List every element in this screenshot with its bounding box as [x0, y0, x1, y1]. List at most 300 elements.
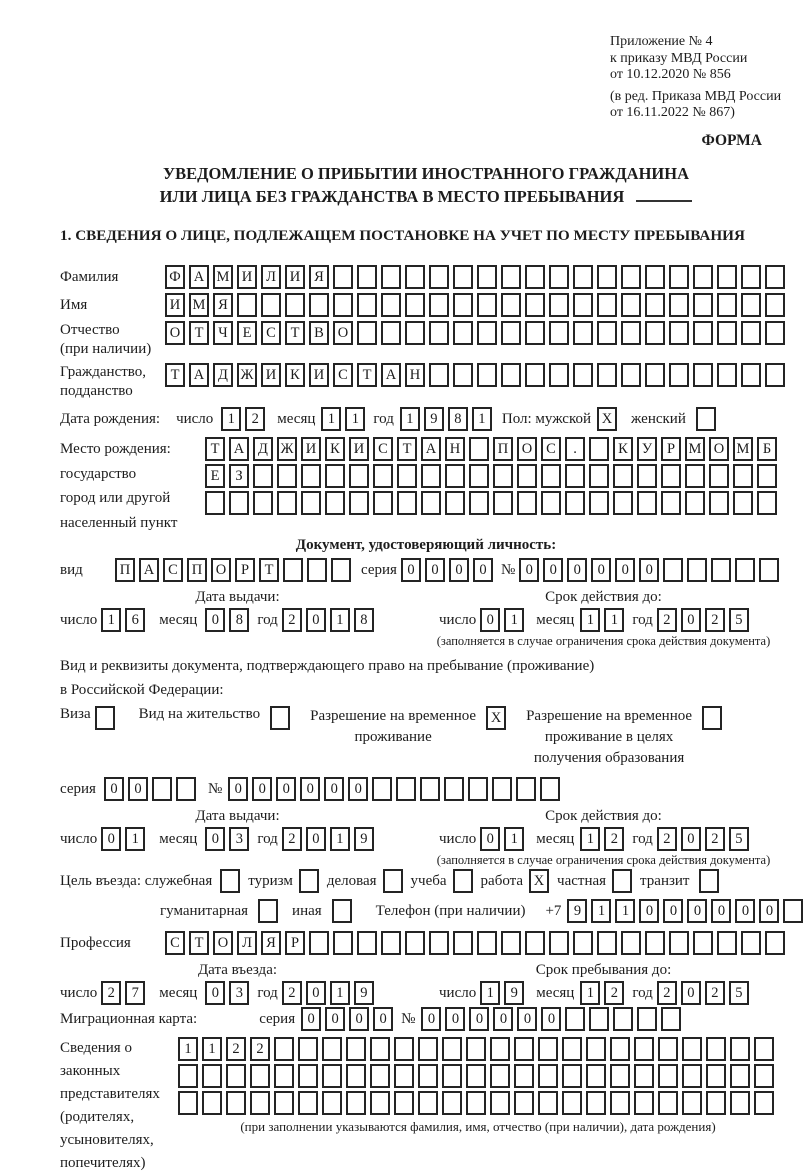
char-cell[interactable]: [645, 321, 665, 345]
char-cell[interactable]: [706, 1037, 726, 1061]
char-cell[interactable]: [405, 293, 425, 317]
purpose-transit-checkbox[interactable]: [699, 869, 719, 893]
char-cell[interactable]: С: [333, 363, 353, 387]
char-cell[interactable]: [274, 1037, 294, 1061]
char-cell[interactable]: И: [349, 437, 369, 461]
char-cell[interactable]: М: [213, 265, 233, 289]
char-cell[interactable]: [621, 265, 641, 289]
char-cell[interactable]: [322, 1037, 342, 1061]
char-cell[interactable]: [229, 491, 249, 515]
char-cell[interactable]: 0: [373, 1007, 393, 1031]
char-cell[interactable]: [325, 464, 345, 488]
char-cell[interactable]: [277, 491, 297, 515]
char-cell[interactable]: [261, 293, 281, 317]
char-cell[interactable]: [331, 558, 351, 582]
temp-residence-checkbox[interactable]: X: [486, 706, 506, 730]
char-cell[interactable]: З: [229, 464, 249, 488]
char-cell[interactable]: [429, 265, 449, 289]
char-cell[interactable]: [468, 777, 488, 801]
char-cell[interactable]: В: [309, 321, 329, 345]
char-cell[interactable]: [613, 491, 633, 515]
char-cell[interactable]: 0: [101, 827, 121, 851]
char-cell[interactable]: [565, 491, 585, 515]
char-cell[interactable]: [322, 1091, 342, 1115]
char-cell[interactable]: [370, 1037, 390, 1061]
char-cell[interactable]: [253, 491, 273, 515]
char-cell[interactable]: 0: [615, 558, 635, 582]
char-cell[interactable]: .: [565, 437, 585, 461]
char-cell[interactable]: [274, 1091, 294, 1115]
char-cell[interactable]: [418, 1064, 438, 1088]
char-cell[interactable]: [490, 1091, 510, 1115]
char-cell[interactable]: 1: [221, 407, 241, 431]
char-cell[interactable]: [711, 558, 731, 582]
char-cell[interactable]: [682, 1037, 702, 1061]
char-cell[interactable]: 2: [604, 981, 624, 1005]
char-cell[interactable]: [453, 293, 473, 317]
char-cell[interactable]: 0: [473, 558, 493, 582]
char-cell[interactable]: 2: [705, 981, 725, 1005]
char-cell[interactable]: [514, 1091, 534, 1115]
char-cell[interactable]: 0: [541, 1007, 561, 1031]
char-cell[interactable]: [597, 931, 617, 955]
char-cell[interactable]: [466, 1037, 486, 1061]
char-cell[interactable]: [444, 777, 464, 801]
char-cell[interactable]: 0: [517, 1007, 537, 1031]
char-cell[interactable]: И: [261, 363, 281, 387]
char-cell[interactable]: 0: [449, 558, 469, 582]
char-cell[interactable]: 0: [543, 558, 563, 582]
char-cell[interactable]: К: [325, 437, 345, 461]
char-cell[interactable]: О: [211, 558, 231, 582]
char-cell[interactable]: [501, 293, 521, 317]
char-cell[interactable]: 2: [282, 608, 302, 632]
char-cell[interactable]: [250, 1064, 270, 1088]
char-cell[interactable]: 6: [125, 608, 145, 632]
char-cell[interactable]: [442, 1064, 462, 1088]
char-cell[interactable]: [589, 1007, 609, 1031]
char-cell[interactable]: 3: [229, 981, 249, 1005]
char-cell[interactable]: [298, 1091, 318, 1115]
char-cell[interactable]: П: [493, 437, 513, 461]
char-cell[interactable]: [621, 321, 641, 345]
char-cell[interactable]: [490, 1037, 510, 1061]
char-cell[interactable]: [658, 1091, 678, 1115]
purpose-other-checkbox[interactable]: [332, 899, 352, 923]
char-cell[interactable]: [394, 1064, 414, 1088]
char-cell[interactable]: [501, 265, 521, 289]
char-cell[interactable]: 0: [205, 827, 225, 851]
char-cell[interactable]: [152, 777, 172, 801]
char-cell[interactable]: [634, 1091, 654, 1115]
char-cell[interactable]: [469, 437, 489, 461]
char-cell[interactable]: 9: [424, 407, 444, 431]
char-cell[interactable]: [202, 1091, 222, 1115]
char-cell[interactable]: [477, 321, 497, 345]
char-cell[interactable]: [469, 464, 489, 488]
char-cell[interactable]: 8: [354, 608, 374, 632]
char-cell[interactable]: [373, 491, 393, 515]
char-cell[interactable]: 0: [306, 827, 326, 851]
char-cell[interactable]: А: [139, 558, 159, 582]
char-cell[interactable]: [765, 363, 785, 387]
char-cell[interactable]: М: [733, 437, 753, 461]
char-cell[interactable]: [645, 363, 665, 387]
char-cell[interactable]: [735, 558, 755, 582]
char-cell[interactable]: [658, 1037, 678, 1061]
char-cell[interactable]: 1: [580, 827, 600, 851]
residence-permit-checkbox[interactable]: [270, 706, 290, 730]
char-cell[interactable]: [730, 1037, 750, 1061]
char-cell[interactable]: [687, 558, 707, 582]
char-cell[interactable]: [637, 464, 657, 488]
char-cell[interactable]: 0: [639, 558, 659, 582]
char-cell[interactable]: [514, 1037, 534, 1061]
char-cell[interactable]: Р: [235, 558, 255, 582]
char-cell[interactable]: 0: [205, 608, 225, 632]
char-cell[interactable]: [586, 1091, 606, 1115]
char-cell[interactable]: [597, 265, 617, 289]
char-cell[interactable]: [682, 1064, 702, 1088]
char-cell[interactable]: [637, 491, 657, 515]
char-cell[interactable]: [637, 1007, 657, 1031]
char-cell[interactable]: [442, 1037, 462, 1061]
char-cell[interactable]: Л: [237, 931, 257, 955]
char-cell[interactable]: [562, 1037, 582, 1061]
char-cell[interactable]: 8: [229, 608, 249, 632]
char-cell[interactable]: [562, 1091, 582, 1115]
char-cell[interactable]: [669, 265, 689, 289]
char-cell[interactable]: [634, 1064, 654, 1088]
char-cell[interactable]: 9: [567, 899, 587, 923]
char-cell[interactable]: [669, 363, 689, 387]
char-cell[interactable]: [453, 363, 473, 387]
char-cell[interactable]: 1: [330, 981, 350, 1005]
char-cell[interactable]: [301, 491, 321, 515]
char-cell[interactable]: [394, 1037, 414, 1061]
char-cell[interactable]: Р: [661, 437, 681, 461]
char-cell[interactable]: И: [309, 363, 329, 387]
char-cell[interactable]: [765, 265, 785, 289]
char-cell[interactable]: [669, 931, 689, 955]
char-cell[interactable]: Ф: [165, 265, 185, 289]
char-cell[interactable]: [682, 1091, 702, 1115]
char-cell[interactable]: 1: [321, 407, 341, 431]
char-cell[interactable]: [372, 777, 392, 801]
char-cell[interactable]: И: [285, 265, 305, 289]
char-cell[interactable]: 0: [104, 777, 124, 801]
char-cell[interactable]: 2: [705, 608, 725, 632]
char-cell[interactable]: 0: [205, 981, 225, 1005]
char-cell[interactable]: [610, 1064, 630, 1088]
purpose-private-checkbox[interactable]: [612, 869, 632, 893]
char-cell[interactable]: 5: [729, 981, 749, 1005]
char-cell[interactable]: [525, 293, 545, 317]
char-cell[interactable]: Т: [165, 363, 185, 387]
char-cell[interactable]: [645, 265, 665, 289]
char-cell[interactable]: И: [301, 437, 321, 461]
char-cell[interactable]: 0: [759, 899, 779, 923]
char-cell[interactable]: 0: [300, 777, 320, 801]
char-cell[interactable]: [396, 777, 416, 801]
char-cell[interactable]: [549, 931, 569, 955]
char-cell[interactable]: А: [189, 265, 209, 289]
char-cell[interactable]: [541, 491, 561, 515]
char-cell[interactable]: 1: [472, 407, 492, 431]
char-cell[interactable]: [549, 363, 569, 387]
char-cell[interactable]: [709, 464, 729, 488]
char-cell[interactable]: [709, 491, 729, 515]
char-cell[interactable]: 2: [282, 827, 302, 851]
char-cell[interactable]: 2: [657, 608, 677, 632]
char-cell[interactable]: [283, 558, 303, 582]
char-cell[interactable]: [469, 491, 489, 515]
char-cell[interactable]: О: [333, 321, 353, 345]
char-cell[interactable]: [693, 265, 713, 289]
purpose-tourism-checkbox[interactable]: [299, 869, 319, 893]
char-cell[interactable]: О: [213, 931, 233, 955]
char-cell[interactable]: 0: [228, 777, 248, 801]
char-cell[interactable]: Я: [213, 293, 233, 317]
sex-male-checkbox[interactable]: X: [597, 407, 617, 431]
char-cell[interactable]: [517, 491, 537, 515]
char-cell[interactable]: [381, 265, 401, 289]
char-cell[interactable]: С: [373, 437, 393, 461]
char-cell[interactable]: [226, 1064, 246, 1088]
char-cell[interactable]: [445, 491, 465, 515]
char-cell[interactable]: [621, 931, 641, 955]
char-cell[interactable]: [370, 1091, 390, 1115]
char-cell[interactable]: [442, 1091, 462, 1115]
char-cell[interactable]: [573, 321, 593, 345]
char-cell[interactable]: 1: [178, 1037, 198, 1061]
char-cell[interactable]: 0: [469, 1007, 489, 1031]
char-cell[interactable]: [562, 1064, 582, 1088]
char-cell[interactable]: Н: [445, 437, 465, 461]
char-cell[interactable]: [309, 931, 329, 955]
char-cell[interactable]: [717, 931, 737, 955]
char-cell[interactable]: [274, 1064, 294, 1088]
char-cell[interactable]: 0: [639, 899, 659, 923]
char-cell[interactable]: Т: [259, 558, 279, 582]
char-cell[interactable]: [466, 1064, 486, 1088]
char-cell[interactable]: [237, 293, 257, 317]
char-cell[interactable]: 1: [580, 981, 600, 1005]
char-cell[interactable]: О: [517, 437, 537, 461]
char-cell[interactable]: 1: [604, 608, 624, 632]
char-cell[interactable]: [706, 1091, 726, 1115]
char-cell[interactable]: 0: [735, 899, 755, 923]
char-cell[interactable]: [573, 265, 593, 289]
char-cell[interactable]: [589, 464, 609, 488]
char-cell[interactable]: 0: [301, 1007, 321, 1031]
char-cell[interactable]: 1: [400, 407, 420, 431]
char-cell[interactable]: 0: [425, 558, 445, 582]
char-cell[interactable]: [333, 931, 353, 955]
char-cell[interactable]: К: [285, 363, 305, 387]
char-cell[interactable]: [493, 491, 513, 515]
char-cell[interactable]: 0: [276, 777, 296, 801]
char-cell[interactable]: [589, 437, 609, 461]
char-cell[interactable]: [429, 931, 449, 955]
char-cell[interactable]: [685, 491, 705, 515]
char-cell[interactable]: Т: [205, 437, 225, 461]
char-cell[interactable]: 0: [306, 608, 326, 632]
char-cell[interactable]: [754, 1064, 774, 1088]
char-cell[interactable]: [357, 293, 377, 317]
char-cell[interactable]: [663, 558, 683, 582]
char-cell[interactable]: 2: [226, 1037, 246, 1061]
char-cell[interactable]: [477, 293, 497, 317]
char-cell[interactable]: 8: [448, 407, 468, 431]
char-cell[interactable]: [597, 363, 617, 387]
char-cell[interactable]: [730, 1064, 750, 1088]
char-cell[interactable]: [538, 1064, 558, 1088]
char-cell[interactable]: [421, 491, 441, 515]
char-cell[interactable]: [301, 464, 321, 488]
char-cell[interactable]: [490, 1064, 510, 1088]
char-cell[interactable]: П: [187, 558, 207, 582]
char-cell[interactable]: 1: [504, 608, 524, 632]
char-cell[interactable]: Я: [309, 265, 329, 289]
purpose-official-checkbox[interactable]: [220, 869, 240, 893]
char-cell[interactable]: [538, 1037, 558, 1061]
char-cell[interactable]: [741, 363, 761, 387]
char-cell[interactable]: 2: [101, 981, 121, 1005]
char-cell[interactable]: [717, 293, 737, 317]
char-cell[interactable]: [397, 491, 417, 515]
char-cell[interactable]: [661, 491, 681, 515]
char-cell[interactable]: [717, 321, 737, 345]
char-cell[interactable]: 2: [250, 1037, 270, 1061]
char-cell[interactable]: [565, 464, 585, 488]
char-cell[interactable]: [765, 293, 785, 317]
char-cell[interactable]: [516, 777, 536, 801]
char-cell[interactable]: [307, 558, 327, 582]
char-cell[interactable]: [493, 464, 513, 488]
char-cell[interactable]: [333, 293, 353, 317]
char-cell[interactable]: [421, 464, 441, 488]
char-cell[interactable]: [381, 293, 401, 317]
char-cell[interactable]: 1: [591, 899, 611, 923]
char-cell[interactable]: [573, 931, 593, 955]
char-cell[interactable]: [741, 293, 761, 317]
char-cell[interactable]: [429, 293, 449, 317]
char-cell[interactable]: [733, 491, 753, 515]
char-cell[interactable]: Е: [237, 321, 257, 345]
char-cell[interactable]: [669, 293, 689, 317]
char-cell[interactable]: 1: [480, 981, 500, 1005]
char-cell[interactable]: [202, 1064, 222, 1088]
char-cell[interactable]: А: [189, 363, 209, 387]
char-cell[interactable]: [573, 363, 593, 387]
char-cell[interactable]: 2: [282, 981, 302, 1005]
char-cell[interactable]: [658, 1064, 678, 1088]
char-cell[interactable]: [322, 1064, 342, 1088]
char-cell[interactable]: 0: [128, 777, 148, 801]
char-cell[interactable]: К: [613, 437, 633, 461]
char-cell[interactable]: 0: [591, 558, 611, 582]
char-cell[interactable]: [466, 1091, 486, 1115]
char-cell[interactable]: 0: [681, 827, 701, 851]
char-cell[interactable]: [783, 899, 803, 923]
char-cell[interactable]: [733, 464, 753, 488]
char-cell[interactable]: [381, 931, 401, 955]
char-cell[interactable]: [381, 321, 401, 345]
char-cell[interactable]: 0: [324, 777, 344, 801]
char-cell[interactable]: 1: [330, 827, 350, 851]
temp-residence-edu-checkbox[interactable]: [702, 706, 722, 730]
char-cell[interactable]: С: [165, 931, 185, 955]
purpose-study-checkbox[interactable]: [453, 869, 473, 893]
char-cell[interactable]: [397, 464, 417, 488]
purpose-business-checkbox[interactable]: [383, 869, 403, 893]
char-cell[interactable]: [669, 321, 689, 345]
char-cell[interactable]: [349, 464, 369, 488]
char-cell[interactable]: 0: [325, 1007, 345, 1031]
char-cell[interactable]: Т: [189, 931, 209, 955]
char-cell[interactable]: [540, 777, 560, 801]
char-cell[interactable]: Т: [397, 437, 417, 461]
char-cell[interactable]: [205, 491, 225, 515]
char-cell[interactable]: [420, 777, 440, 801]
char-cell[interactable]: 2: [245, 407, 265, 431]
char-cell[interactable]: 0: [252, 777, 272, 801]
char-cell[interactable]: [525, 931, 545, 955]
char-cell[interactable]: И: [165, 293, 185, 317]
char-cell[interactable]: [298, 1064, 318, 1088]
char-cell[interactable]: 0: [349, 1007, 369, 1031]
char-cell[interactable]: 0: [348, 777, 368, 801]
char-cell[interactable]: 3: [229, 827, 249, 851]
char-cell[interactable]: [565, 1007, 585, 1031]
char-cell[interactable]: [757, 491, 777, 515]
char-cell[interactable]: О: [709, 437, 729, 461]
char-cell[interactable]: [610, 1091, 630, 1115]
purpose-work-checkbox[interactable]: X: [529, 869, 549, 893]
char-cell[interactable]: [178, 1091, 198, 1115]
char-cell[interactable]: [549, 265, 569, 289]
char-cell[interactable]: Д: [213, 363, 233, 387]
char-cell[interactable]: [741, 321, 761, 345]
char-cell[interactable]: [741, 265, 761, 289]
char-cell[interactable]: [429, 321, 449, 345]
char-cell[interactable]: [765, 931, 785, 955]
char-cell[interactable]: [610, 1037, 630, 1061]
char-cell[interactable]: С: [261, 321, 281, 345]
char-cell[interactable]: [285, 293, 305, 317]
char-cell[interactable]: [717, 363, 737, 387]
char-cell[interactable]: Д: [253, 437, 273, 461]
char-cell[interactable]: [514, 1064, 534, 1088]
char-cell[interactable]: 5: [729, 608, 749, 632]
char-cell[interactable]: [477, 363, 497, 387]
char-cell[interactable]: [597, 321, 617, 345]
char-cell[interactable]: 0: [445, 1007, 465, 1031]
char-cell[interactable]: Б: [757, 437, 777, 461]
char-cell[interactable]: [589, 491, 609, 515]
char-cell[interactable]: [621, 293, 641, 317]
char-cell[interactable]: 2: [705, 827, 725, 851]
char-cell[interactable]: П: [115, 558, 135, 582]
char-cell[interactable]: 1: [504, 827, 524, 851]
char-cell[interactable]: [346, 1037, 366, 1061]
char-cell[interactable]: [501, 931, 521, 955]
char-cell[interactable]: [226, 1091, 246, 1115]
visa-checkbox[interactable]: [95, 706, 115, 730]
char-cell[interactable]: [370, 1064, 390, 1088]
char-cell[interactable]: [346, 1091, 366, 1115]
